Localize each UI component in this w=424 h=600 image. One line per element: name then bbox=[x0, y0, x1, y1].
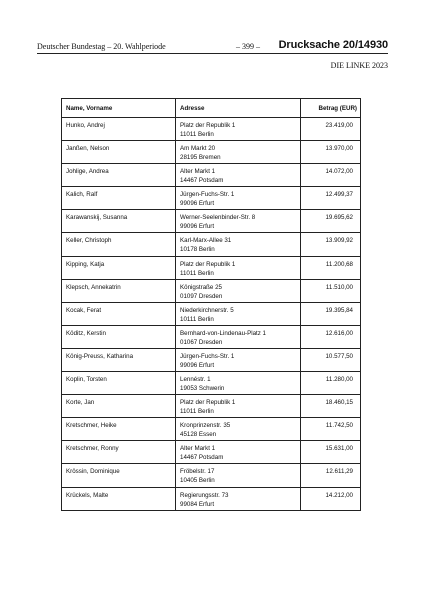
cell-name: Kretschmer, Heike bbox=[62, 418, 176, 441]
cell-amount: 18.460,15 bbox=[301, 395, 361, 418]
cell-address bbox=[176, 164, 301, 187]
address-street: Platz der Republik 1 bbox=[180, 399, 236, 407]
cell-address bbox=[176, 325, 301, 348]
cell-address bbox=[176, 418, 301, 441]
address-city: 99096 Erfurt bbox=[180, 200, 215, 208]
donations-table bbox=[61, 98, 361, 511]
address-street: Bernhard-von-Lindenau-Platz 1 bbox=[180, 329, 266, 337]
cell-address bbox=[176, 279, 301, 302]
table-row bbox=[62, 164, 361, 187]
address-city: 45128 Essen bbox=[180, 431, 217, 439]
address-street: Königstraße 25 bbox=[180, 283, 222, 291]
cell-name: Johlige, Andrea bbox=[62, 164, 176, 187]
cell-amount: 15.631,00 bbox=[301, 441, 361, 464]
address-street: Werner-Seelenbinder-Str. 8 bbox=[180, 214, 256, 222]
cell-address bbox=[176, 233, 301, 256]
table-header-row bbox=[62, 99, 361, 118]
cell-address bbox=[176, 256, 301, 279]
page-number: – 399 – bbox=[236, 42, 260, 51]
cell-address bbox=[176, 372, 301, 395]
cell-name: Keller, Christoph bbox=[62, 233, 176, 256]
cell-amount: 12.499,37 bbox=[301, 187, 361, 210]
cell-amount: 10.577,50 bbox=[301, 348, 361, 371]
publication-label: Deutscher Bundestag – 20. Wahlperiode bbox=[37, 42, 166, 51]
table-row bbox=[62, 302, 361, 325]
party-year-label: DIE LINKE 2023 bbox=[330, 61, 388, 70]
cell-name: Kipping, Katja bbox=[62, 256, 176, 279]
address-street: Niederkirchnerstr. 5 bbox=[180, 306, 234, 314]
cell-address bbox=[176, 464, 301, 487]
cell-amount: 19.395,84 bbox=[301, 302, 361, 325]
address-street: Fröbelstr. 17 bbox=[180, 468, 215, 476]
column-header-address: Adresse bbox=[176, 99, 301, 118]
table-row bbox=[62, 464, 361, 487]
address-street: Alter Markt 1 bbox=[180, 168, 216, 176]
header-rule bbox=[37, 53, 388, 54]
cell-address bbox=[176, 118, 301, 141]
address-city: 99096 Erfurt bbox=[180, 361, 215, 369]
cell-address bbox=[176, 348, 301, 371]
cell-address bbox=[176, 187, 301, 210]
cell-amount: 14.072,00 bbox=[301, 164, 361, 187]
cell-address bbox=[176, 302, 301, 325]
address-street: Karl-Marx-Allee 31 bbox=[180, 237, 232, 245]
cell-amount: 11.200,68 bbox=[301, 256, 361, 279]
cell-amount: 11.742,50 bbox=[301, 418, 361, 441]
cell-name: Kocak, Ferat bbox=[62, 302, 176, 325]
cell-name: Karawanskij, Susanna bbox=[62, 210, 176, 233]
address-city: 99084 Erfurt bbox=[180, 500, 215, 508]
cell-name: Hunko, Andrej bbox=[62, 118, 176, 141]
table-row bbox=[62, 187, 361, 210]
address-city: 11011 Berlin bbox=[180, 131, 214, 138]
address-city: 10405 Berlin bbox=[180, 477, 215, 485]
table-row bbox=[62, 141, 361, 164]
cell-name: Korte, Jan bbox=[62, 395, 176, 418]
address-city: 11011 Berlin bbox=[180, 269, 214, 277]
cell-amount: 13.970,00 bbox=[301, 141, 361, 164]
address-city: 14467 Potsdam bbox=[180, 454, 224, 462]
table-row bbox=[62, 233, 361, 256]
table-row bbox=[62, 441, 361, 464]
drucksache-label: Drucksache 20/ bbox=[278, 39, 358, 51]
cell-name: Köditz, Kerstin bbox=[62, 325, 176, 348]
cell-name: Krückels, Malte bbox=[62, 487, 176, 510]
table-row bbox=[62, 118, 361, 141]
address-city: 14467 Potsdam bbox=[180, 177, 224, 185]
cell-address bbox=[176, 395, 301, 418]
cell-amount: 19.695,62 bbox=[301, 210, 361, 233]
address-city: 99096 Erfurt bbox=[180, 223, 215, 231]
table-row bbox=[62, 256, 361, 279]
cell-amount: 12.611,29 bbox=[301, 464, 361, 487]
cell-name: Janßen, Nelson bbox=[62, 141, 176, 164]
address-city: 28195 Bremen bbox=[180, 154, 221, 162]
cell-amount: 11.510,00 bbox=[301, 279, 361, 302]
cell-name: Koplin, Torsten bbox=[62, 372, 176, 395]
cell-name: Kretschmer, Ronny bbox=[62, 441, 176, 464]
page-header bbox=[37, 39, 388, 53]
cell-address bbox=[176, 487, 301, 510]
address-street: Regierungsstr. 73 bbox=[180, 491, 229, 499]
table-row bbox=[62, 279, 361, 302]
table-row bbox=[62, 395, 361, 418]
cell-address bbox=[176, 141, 301, 164]
address-street: Platz der Republik 1 bbox=[180, 122, 236, 129]
column-header-amount: Betrag (EUR) bbox=[301, 99, 361, 118]
address-city: 01067 Dresden bbox=[180, 338, 223, 346]
address-street: Platz der Republik 1 bbox=[180, 260, 236, 268]
cell-name: Krössin, Dominique bbox=[62, 464, 176, 487]
cell-name: Kalich, Ralf bbox=[62, 187, 176, 210]
address-city: 10111 Berlin bbox=[180, 315, 214, 323]
cell-name: König-Preuss, Katharina bbox=[62, 348, 176, 371]
table-row bbox=[62, 348, 361, 371]
cell-name: Klepsch, Annekatrin bbox=[62, 279, 176, 302]
address-street: Kronprinzenstr. 35 bbox=[180, 422, 231, 430]
address-city: 11011 Berlin bbox=[180, 408, 214, 416]
address-street: Lennéstr. 1 bbox=[180, 376, 211, 384]
table-row bbox=[62, 372, 361, 395]
cell-amount: 12.616,00 bbox=[301, 325, 361, 348]
address-city: 19053 Schwerin bbox=[180, 385, 225, 393]
address-street: Jürgen-Fuchs-Str. 1 bbox=[180, 352, 235, 360]
address-street: Am Markt 20 bbox=[180, 145, 216, 153]
drucksache-number: 14930 bbox=[357, 39, 388, 51]
cell-address bbox=[176, 210, 301, 233]
table-row bbox=[62, 210, 361, 233]
cell-amount: 23.419,00 bbox=[301, 118, 361, 141]
table-row bbox=[62, 487, 361, 510]
address-street: Alter Markt 1 bbox=[180, 445, 216, 453]
table-row bbox=[62, 418, 361, 441]
address-city: 01097 Dresden bbox=[180, 292, 223, 300]
table-row bbox=[62, 325, 361, 348]
cell-amount: 14.212,00 bbox=[301, 487, 361, 510]
address-city: 10178 Berlin bbox=[180, 246, 215, 254]
document-number bbox=[279, 39, 388, 51]
cell-amount: 13.909,92 bbox=[301, 233, 361, 256]
column-header-name: Name, Vorname bbox=[62, 99, 176, 118]
cell-amount: 11.280,00 bbox=[301, 372, 361, 395]
address-street: Jürgen-Fuchs-Str. 1 bbox=[180, 191, 235, 199]
cell-address bbox=[176, 441, 301, 464]
